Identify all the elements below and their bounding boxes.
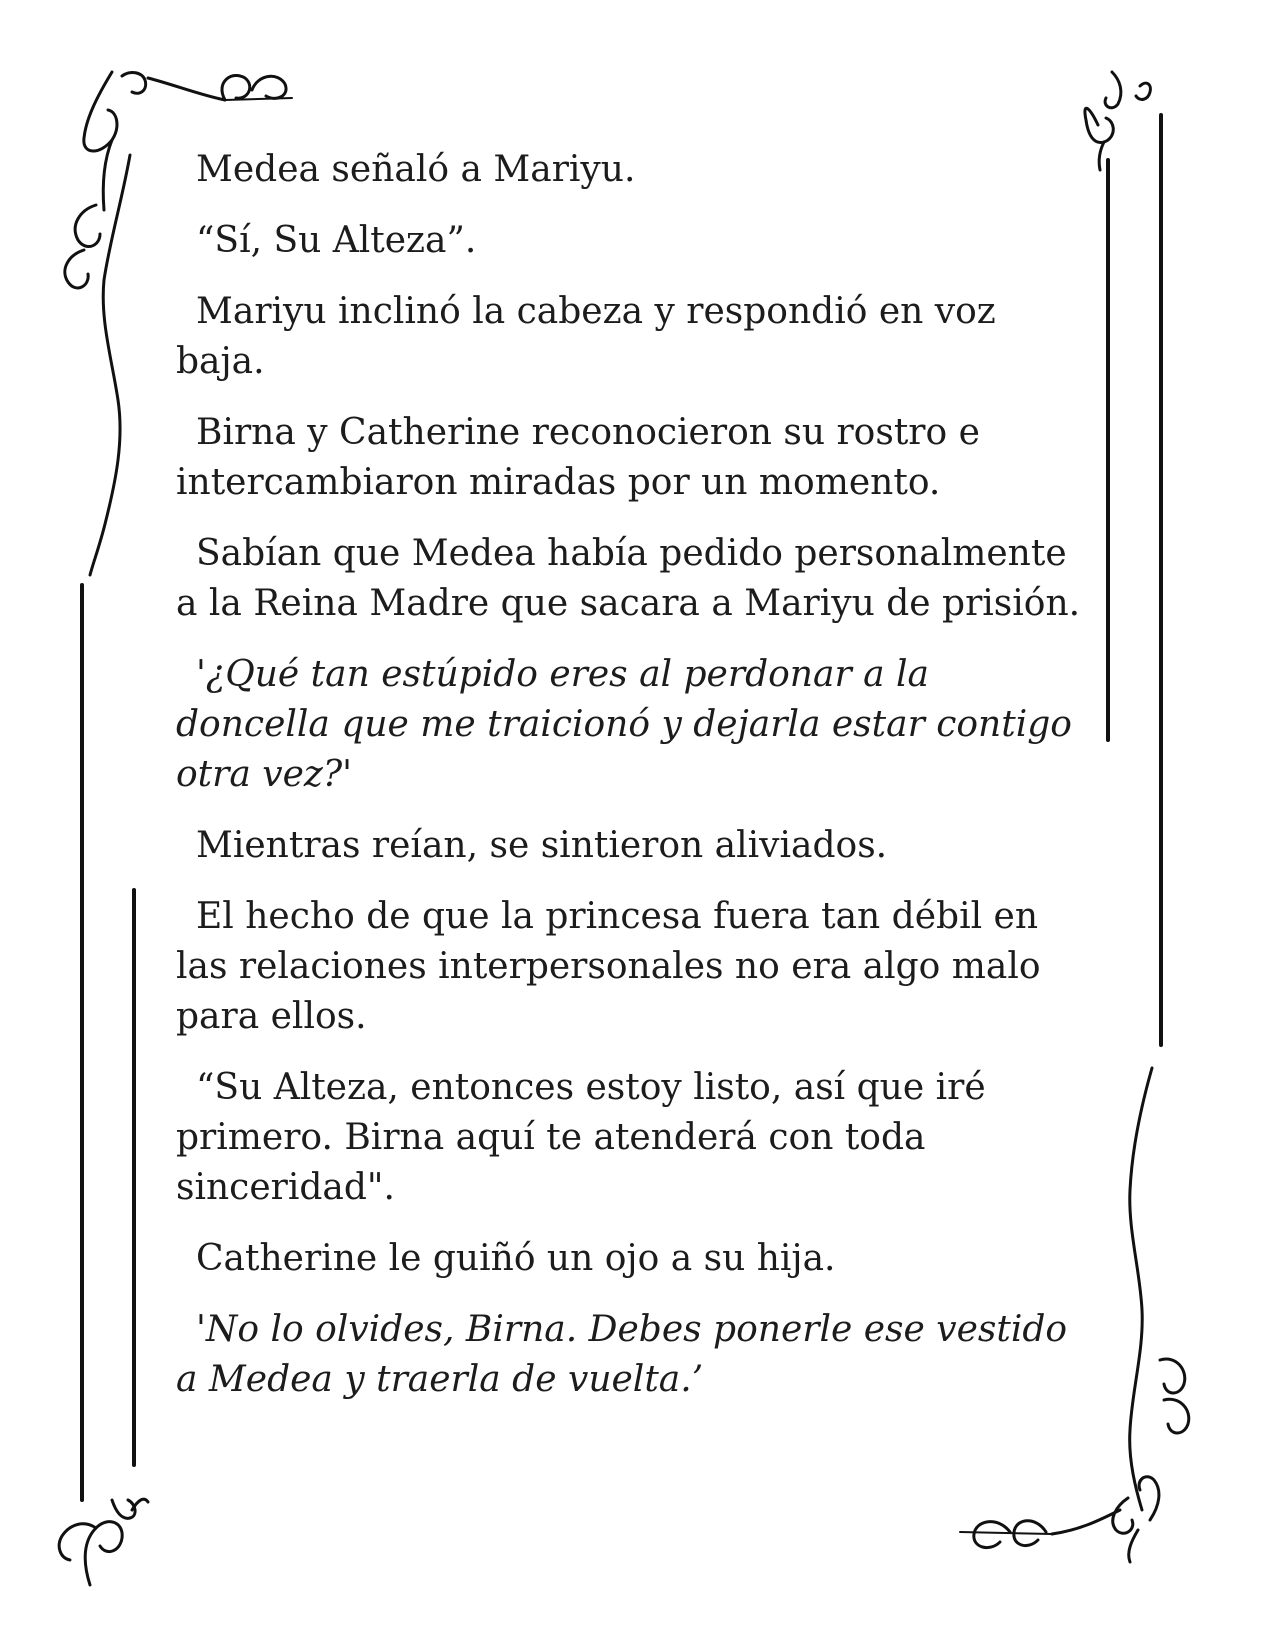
paragraph-6-thought: '¿Qué tan estúpido eres al perdonar a la doncella que me traicionó y dejarla estar contigo otra vez?' <box>176 654 1072 795</box>
paragraph-11-thought: 'No lo olvides, Birna. Debes ponerle ese vestido a Medea y traerla de vuelta.’ <box>176 1309 1068 1400</box>
paragraph-10: Catherine le guiñó un ojo a su hija. <box>196 1238 836 1279</box>
paragraph-2: “Sí, Su Alteza”. <box>196 220 477 261</box>
paragraph-4: Birna y Catherine reconocieron su rostro e intercambiaron miradas por un momento. <box>176 412 980 503</box>
bottom-left-flourish-icon <box>59 1499 148 1585</box>
paragraph-9: “Su Alteza, entonces estoy listo, así que iré primero. Birna aquí te atenderá con toda sinceridad". <box>176 1067 986 1208</box>
paragraph-8: El hecho de que la princesa fuera tan débil en las relaciones interpersonales no era algo malo para ellos. <box>176 896 1041 1037</box>
paragraph-1: Medea señaló a Mariyu. <box>196 149 636 190</box>
top-right-flourish-icon <box>1085 72 1150 170</box>
paragraph-3: Mariyu inclinó la cabeza y respondió en voz baja. <box>176 291 996 382</box>
paragraph-5: Sabían que Medea había pedido personalmente a la Reina Madre que sacara a Mariyu de prisión. <box>176 533 1081 624</box>
page-text <box>176 145 1081 1426</box>
paragraph-7: Mientras reían, se sintieron aliviados. <box>196 825 888 866</box>
